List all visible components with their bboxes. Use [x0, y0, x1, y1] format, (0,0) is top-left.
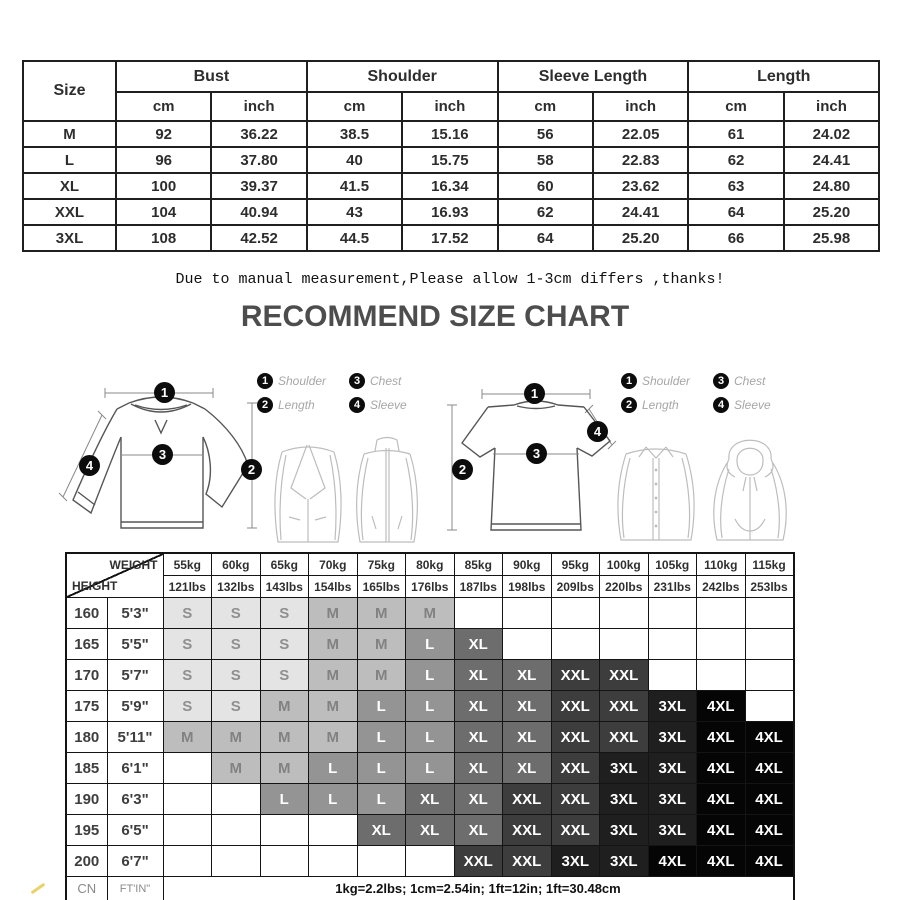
size-table-row	[23, 199, 879, 225]
measure-point-4-badge: 4	[587, 421, 608, 442]
measurement-value-cell: 40.94	[211, 199, 306, 225]
measurement-value-cell: 25.98	[784, 225, 879, 251]
size-table-row	[23, 147, 879, 173]
empty-cell	[648, 660, 697, 691]
weight-lbs-header: 231lbs	[648, 576, 697, 598]
size-recommendation-cell: XL	[454, 629, 503, 660]
measurement-value-cell: 24.41	[593, 199, 688, 225]
empty-cell	[503, 598, 552, 629]
size-recommendation-cell: 4XL	[697, 846, 746, 877]
measurement-value-cell: 60	[498, 173, 593, 199]
bust-group-header: Bust	[116, 61, 307, 92]
measure-point-4-badge: 4	[79, 455, 100, 476]
legend-label-shoulder: Shoulder	[278, 374, 327, 388]
legend-badge-3: 3	[349, 373, 365, 389]
measurement-value-cell: 92	[116, 121, 211, 147]
sleeve-length-group-header: Sleeve Length	[498, 61, 689, 92]
size-recommendation-cell: S	[260, 629, 309, 660]
shoulder-group-header: Shoulder	[307, 61, 498, 92]
ftin-unit-label: FT'IN"	[107, 877, 163, 900]
measurement-value-cell: 15.75	[402, 147, 497, 173]
measurement-value-cell: 64	[688, 199, 783, 225]
size-recommendation-cell: M	[309, 629, 358, 660]
legend-item-sleeve	[349, 397, 427, 413]
size-recommendation-cell: XXL	[503, 846, 552, 877]
empty-cell	[212, 784, 261, 815]
empty-cell	[648, 598, 697, 629]
measurement-value-cell: 40	[307, 147, 402, 173]
size-recommendation-cell: M	[406, 598, 455, 629]
measure-point-2-badge: 2	[241, 459, 262, 480]
size-recommendation-cell: M	[309, 722, 358, 753]
height-cm-cell: 190	[66, 784, 107, 815]
weight-kg-header: 70kg	[309, 553, 358, 576]
unit-header-cm: cm	[688, 92, 783, 121]
legend-item-sleeve	[713, 397, 791, 413]
size-recommendation-cell: 4XL	[697, 784, 746, 815]
size-recommendation-cell: M	[309, 598, 358, 629]
empty-cell	[212, 815, 261, 846]
size-recommendation-cell: S	[212, 629, 261, 660]
legend-label-sleeve: Sleeve	[734, 398, 771, 412]
size-recommendation-cell: XL	[503, 753, 552, 784]
weight-kg-header: 75kg	[357, 553, 406, 576]
weight-kg-header: 110kg	[697, 553, 746, 576]
size-recommendation-cell: XXL	[551, 660, 600, 691]
size-recommendation-cell: 4XL	[697, 753, 746, 784]
measurement-value-cell: 39.37	[211, 173, 306, 199]
measurement-value-cell: 56	[498, 121, 593, 147]
matrix-row	[66, 629, 794, 660]
cn-unit-label: CN	[66, 877, 107, 900]
size-recommendation-cell: XL	[454, 660, 503, 691]
size-recommendation-cell: L	[309, 753, 358, 784]
weight-kg-header: 85kg	[454, 553, 503, 576]
measurement-value-cell: 66	[688, 225, 783, 251]
size-recommendation-cell: XL	[454, 691, 503, 722]
height-cm-cell: 165	[66, 629, 107, 660]
size-recommendation-cell: XXL	[551, 691, 600, 722]
weight-kg-header: 105kg	[648, 553, 697, 576]
weight-lbs-header: 209lbs	[551, 576, 600, 598]
size-recommendation-cell: L	[260, 784, 309, 815]
size-recommendation-cell: XL	[406, 815, 455, 846]
matrix-row	[66, 691, 794, 722]
empty-cell	[697, 598, 746, 629]
empty-cell	[163, 784, 212, 815]
measurement-value-cell: 62	[498, 199, 593, 225]
recommend-size-chart-title: RECOMMEND SIZE CHART	[240, 300, 630, 333]
measurement-value-cell: 24.02	[784, 121, 879, 147]
size-recommendation-cell: L	[357, 722, 406, 753]
height-ftin-cell: 5'5"	[107, 629, 163, 660]
matrix-row	[66, 846, 794, 877]
matrix-footer-row	[66, 877, 794, 900]
legend-label-length: Length	[642, 398, 679, 412]
size-recommendation-cell: 3XL	[551, 846, 600, 877]
measurement-value-cell: 22.05	[593, 121, 688, 147]
measure-point-2-badge: 2	[452, 459, 473, 480]
measurement-value-cell: 25.20	[593, 225, 688, 251]
size-recommendation-cell: 4XL	[697, 722, 746, 753]
height-ftin-cell: 5'9"	[107, 691, 163, 722]
size-recommendation-cell: L	[309, 784, 358, 815]
size-recommendation-cell: L	[406, 722, 455, 753]
unit-header-inch: inch	[784, 92, 879, 121]
legend-badge-4: 4	[349, 397, 365, 413]
measurement-value-cell: 58	[498, 147, 593, 173]
measurement-value-cell: 24.41	[784, 147, 879, 173]
empty-cell	[163, 753, 212, 784]
weight-lbs-header: 154lbs	[309, 576, 358, 598]
measurement-value-cell: 22.83	[593, 147, 688, 173]
measurement-value-cell: 23.62	[593, 173, 688, 199]
weight-lbs-header: 132lbs	[212, 576, 261, 598]
empty-cell	[163, 815, 212, 846]
size-recommendation-cell: 4XL	[648, 846, 697, 877]
legend-item-shoulder	[621, 373, 713, 389]
weight-lbs-header: 187lbs	[454, 576, 503, 598]
size-recommendation-cell: XXL	[551, 722, 600, 753]
size-recommendation-cell: XXL	[600, 660, 649, 691]
size-recommendation-cell: S	[163, 660, 212, 691]
matrix-row	[66, 753, 794, 784]
height-ftin-cell: 6'5"	[107, 815, 163, 846]
measurement-value-cell: 96	[116, 147, 211, 173]
matrix-row	[66, 660, 794, 691]
size-name-cell: L	[23, 147, 116, 173]
size-recommendation-cell: 4XL	[745, 815, 794, 846]
unit-header-cm: cm	[307, 92, 402, 121]
empty-cell	[309, 815, 358, 846]
height-cm-cell: 200	[66, 846, 107, 877]
unit-header-cm: cm	[116, 92, 211, 121]
measurement-value-cell: 24.80	[784, 173, 879, 199]
size-recommendation-cell: L	[357, 691, 406, 722]
empty-cell	[503, 629, 552, 660]
measure-point-1-badge: 1	[154, 382, 175, 403]
weight-lbs-header: 165lbs	[357, 576, 406, 598]
matrix-row	[66, 784, 794, 815]
size-recommendation-cell: L	[406, 753, 455, 784]
size-recommendation-cell: 4XL	[745, 753, 794, 784]
size-recommendation-cell: 3XL	[600, 846, 649, 877]
size-recommendation-cell: XXL	[551, 815, 600, 846]
measure-legend	[257, 373, 427, 413]
measurement-value-cell: 42.52	[211, 225, 306, 251]
legend-label-chest: Chest	[370, 374, 402, 388]
weight-kg-header: 115kg	[745, 553, 794, 576]
unit-header-cm: cm	[498, 92, 593, 121]
blazer-sketch	[266, 436, 350, 548]
legend-item-length	[257, 397, 349, 413]
height-ftin-cell: 5'7"	[107, 660, 163, 691]
size-recommendation-cell: XXL	[551, 753, 600, 784]
weight-kg-header: 95kg	[551, 553, 600, 576]
size-recommendation-cell: 3XL	[600, 753, 649, 784]
empty-cell	[745, 629, 794, 660]
measurement-value-cell: 100	[116, 173, 211, 199]
weight-lbs-header: 242lbs	[697, 576, 746, 598]
empty-cell	[697, 629, 746, 660]
size-recommendation-cell: S	[260, 660, 309, 691]
legend-badge-1: 1	[621, 373, 637, 389]
weight-kg-header: 80kg	[406, 553, 455, 576]
legend-badge-4: 4	[713, 397, 729, 413]
size-recommendation-cell: 4XL	[697, 815, 746, 846]
size-recommendation-cell: L	[357, 753, 406, 784]
height-ftin-cell: 5'11"	[107, 722, 163, 753]
size-recommendation-cell: XXL	[454, 846, 503, 877]
size-table-row	[23, 173, 879, 199]
size-recommendation-cell: 3XL	[648, 784, 697, 815]
size-measurement-table	[22, 60, 880, 252]
matrix-row	[66, 598, 794, 629]
size-recommendation-cell: XL	[454, 753, 503, 784]
size-recommendation-cell: XL	[454, 784, 503, 815]
legend-item-chest	[349, 373, 427, 389]
size-recommendation-cell: S	[212, 598, 261, 629]
measurement-value-cell: 104	[116, 199, 211, 225]
empty-cell	[551, 598, 600, 629]
measurement-value-cell: 64	[498, 225, 593, 251]
legend-badge-1: 1	[257, 373, 273, 389]
weight-kg-header: 60kg	[212, 553, 261, 576]
measure-point-3-badge: 3	[526, 443, 547, 464]
unit-conversion-note: 1kg=2.2lbs; 1cm=2.54in; 1ft=12in; 1ft=30.48cm	[163, 877, 794, 900]
legend-label-length: Length	[278, 398, 315, 412]
weight-height-corner-cell	[66, 553, 163, 598]
size-recommendation-cell: XL	[503, 722, 552, 753]
weight-lbs-header: 220lbs	[600, 576, 649, 598]
weight-axis-label: WEIGHT	[109, 558, 158, 572]
weight-lbs-header: 176lbs	[406, 576, 455, 598]
weight-kg-header: 100kg	[600, 553, 649, 576]
size-recommendation-cell: L	[406, 691, 455, 722]
empty-cell	[600, 629, 649, 660]
height-cm-cell: 185	[66, 753, 107, 784]
size-recommendation-cell: XXL	[600, 691, 649, 722]
size-name-cell: M	[23, 121, 116, 147]
weight-kg-header: 90kg	[503, 553, 552, 576]
size-recommendation-cell: XL	[503, 691, 552, 722]
size-name-cell: XL	[23, 173, 116, 199]
legend-label-shoulder: Shoulder	[642, 374, 691, 388]
empty-cell	[600, 598, 649, 629]
measurement-value-cell: 36.22	[211, 121, 306, 147]
height-cm-cell: 195	[66, 815, 107, 846]
size-recommendation-cell: M	[357, 629, 406, 660]
unit-header-inch: inch	[593, 92, 688, 121]
measurement-value-cell: 41.5	[307, 173, 402, 199]
empty-cell	[648, 629, 697, 660]
empty-cell	[406, 846, 455, 877]
empty-cell	[454, 598, 503, 629]
unit-header-inch: inch	[402, 92, 497, 121]
size-name-cell: XXL	[23, 199, 116, 225]
size-column-header: Size	[23, 61, 116, 121]
height-ftin-cell: 6'1"	[107, 753, 163, 784]
size-recommendation-cell: M	[260, 691, 309, 722]
legend-label-chest: Chest	[734, 374, 766, 388]
measurement-value-cell: 108	[116, 225, 211, 251]
weight-lbs-header: 198lbs	[503, 576, 552, 598]
empty-cell	[745, 660, 794, 691]
weight-kg-header: 65kg	[260, 553, 309, 576]
legend-badge-2: 2	[621, 397, 637, 413]
decorative-mark	[31, 883, 46, 895]
matrix-row	[66, 815, 794, 846]
size-recommendation-cell: 4XL	[697, 691, 746, 722]
zip-jacket-sketch	[346, 432, 428, 548]
height-cm-cell: 180	[66, 722, 107, 753]
legend-item-shoulder	[257, 373, 349, 389]
size-recommendation-cell: M	[260, 753, 309, 784]
unit-header-inch: inch	[211, 92, 306, 121]
matrix-row	[66, 722, 794, 753]
weight-kg-header: 55kg	[163, 553, 212, 576]
size-recommendation-cell: M	[309, 691, 358, 722]
empty-cell	[260, 815, 309, 846]
size-recommendation-cell: XL	[357, 815, 406, 846]
size-recommendation-cell: 3XL	[600, 815, 649, 846]
size-recommendation-cell: M	[357, 660, 406, 691]
measurement-value-cell: 38.5	[307, 121, 402, 147]
size-recommendation-cell: XL	[454, 815, 503, 846]
size-recommendation-cell: L	[357, 784, 406, 815]
weight-lbs-header: 253lbs	[745, 576, 794, 598]
size-recommendation-cell: XXL	[600, 722, 649, 753]
measurement-value-cell: 63	[688, 173, 783, 199]
empty-cell	[551, 629, 600, 660]
size-recommendation-cell: 4XL	[745, 846, 794, 877]
height-ftin-cell: 6'7"	[107, 846, 163, 877]
empty-cell	[212, 846, 261, 877]
measurement-value-cell: 37.80	[211, 147, 306, 173]
button-shirt-sketch	[604, 438, 708, 548]
size-recommendation-cell: M	[212, 722, 261, 753]
measure-legend	[621, 373, 791, 413]
size-recommendation-cell: XL	[503, 660, 552, 691]
size-recommendation-cell: L	[406, 660, 455, 691]
length-group-header: Length	[688, 61, 879, 92]
size-recommendation-cell: XXL	[551, 784, 600, 815]
size-recommendation-cell: 3XL	[648, 753, 697, 784]
size-recommendation-cell: M	[212, 753, 261, 784]
size-recommendation-cell: XXL	[503, 784, 552, 815]
weight-lbs-header: 143lbs	[260, 576, 309, 598]
measurement-value-cell: 62	[688, 147, 783, 173]
measurement-value-cell: 15.16	[402, 121, 497, 147]
size-recommendation-cell: M	[163, 722, 212, 753]
size-recommendation-cell: XL	[454, 722, 503, 753]
size-name-cell: 3XL	[23, 225, 116, 251]
empty-cell	[745, 691, 794, 722]
measurement-value-cell: 17.52	[402, 225, 497, 251]
measurement-value-cell: 16.93	[402, 199, 497, 225]
size-recommendation-cell: XXL	[503, 815, 552, 846]
measurement-value-cell: 25.20	[784, 199, 879, 225]
empty-cell	[309, 846, 358, 877]
legend-badge-2: 2	[257, 397, 273, 413]
size-recommendation-cell: S	[163, 691, 212, 722]
measurement-value-cell: 16.34	[402, 173, 497, 199]
measure-point-1-badge: 1	[524, 383, 545, 404]
legend-item-chest	[713, 373, 791, 389]
height-cm-cell: 160	[66, 598, 107, 629]
size-recommendation-cell: L	[406, 629, 455, 660]
size-recommendation-cell: 3XL	[648, 815, 697, 846]
size-recommendation-cell: 4XL	[745, 784, 794, 815]
recommend-size-matrix	[65, 552, 795, 900]
measurement-value-cell: 44.5	[307, 225, 402, 251]
size-recommendation-cell: M	[357, 598, 406, 629]
size-recommendation-cell: S	[212, 691, 261, 722]
size-recommendation-cell: XL	[406, 784, 455, 815]
measurement-note: Due to manual measurement,Please allow 1-3cm differs ,thanks!	[175, 271, 725, 288]
size-recommendation-cell: S	[163, 598, 212, 629]
empty-cell	[163, 846, 212, 877]
size-recommendation-cell: M	[309, 660, 358, 691]
empty-cell	[357, 846, 406, 877]
size-recommendation-cell: 3XL	[600, 784, 649, 815]
size-recommendation-cell: 3XL	[648, 722, 697, 753]
height-cm-cell: 175	[66, 691, 107, 722]
size-recommendation-cell: S	[163, 629, 212, 660]
measurement-value-cell: 61	[688, 121, 783, 147]
size-recommendation-cell: 4XL	[745, 722, 794, 753]
empty-cell	[745, 598, 794, 629]
weight-lbs-header: 121lbs	[163, 576, 212, 598]
height-axis-label: HEIGHT	[72, 579, 118, 593]
legend-badge-3: 3	[713, 373, 729, 389]
size-recommendation-cell: S	[212, 660, 261, 691]
legend-item-length	[621, 397, 713, 413]
size-table-row	[23, 225, 879, 251]
empty-cell	[260, 846, 309, 877]
empty-cell	[697, 660, 746, 691]
size-table-row	[23, 121, 879, 147]
hoodie-sketch	[698, 422, 802, 548]
size-recommendation-cell: 3XL	[648, 691, 697, 722]
height-ftin-cell: 6'3"	[107, 784, 163, 815]
size-recommendation-cell: S	[260, 598, 309, 629]
legend-label-sleeve: Sleeve	[370, 398, 407, 412]
size-recommendation-cell: M	[260, 722, 309, 753]
height-cm-cell: 170	[66, 660, 107, 691]
measure-point-3-badge: 3	[152, 444, 173, 465]
height-ftin-cell: 5'3"	[107, 598, 163, 629]
measurement-value-cell: 43	[307, 199, 402, 225]
